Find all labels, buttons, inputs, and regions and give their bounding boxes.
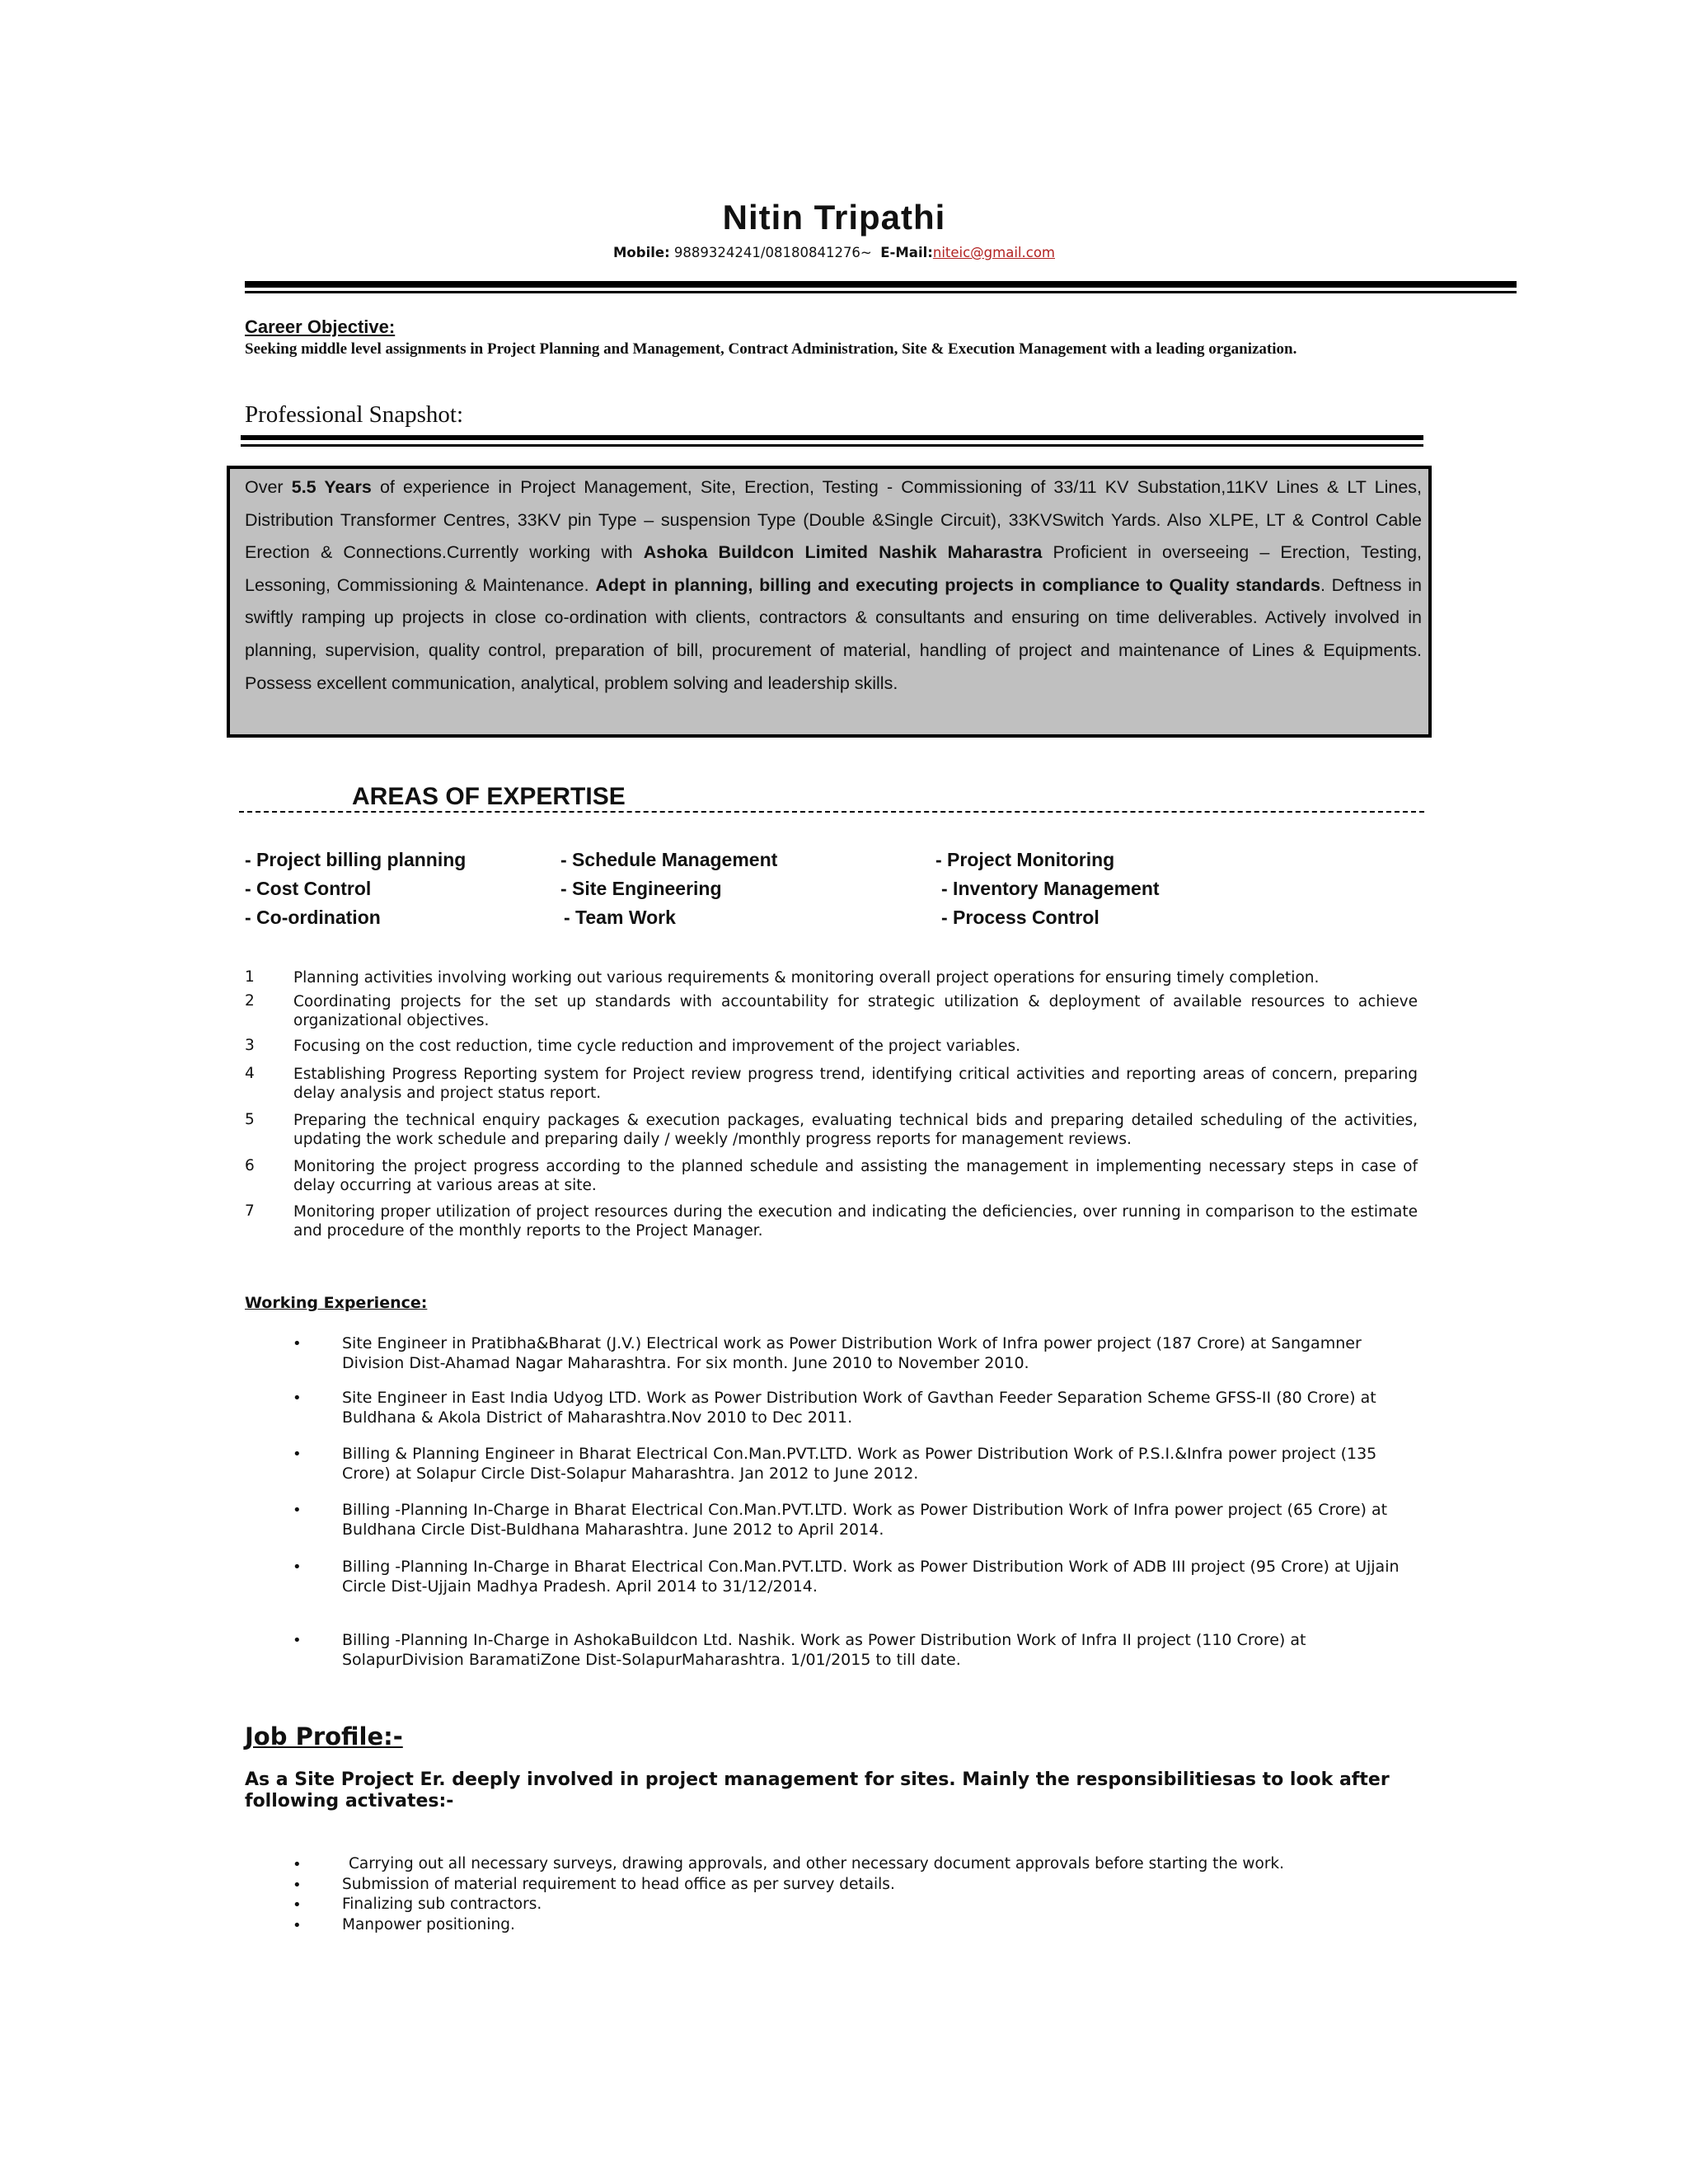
bullet-icon: •: [293, 1335, 302, 1352]
email-link[interactable]: niteic@gmail.com: [932, 245, 1055, 260]
career-objective-heading: Career Objective:: [245, 316, 396, 337]
job-profile-intro: As a Site Project Er. deeply involved in project management for sites. Mainly the responsibilitiesas to look after following activates:-: [245, 1769, 1390, 1811]
bullet-icon: •: [293, 1502, 302, 1519]
expertise-heading: AREAS OF EXPERTISE: [352, 783, 626, 810]
list-item: Coordinating projects for the set up standards with accountability for strategic utilization & deployment of available resources to achieve organizational objectives.: [293, 993, 1418, 1029]
job-profile-item: Manpower positioning.: [342, 1916, 515, 1933]
mobile-label: Mobile:: [613, 245, 670, 260]
list-number: 4: [245, 1065, 255, 1082]
experience-item: Site Engineer in Pratibha&Bharat (J.V.) Electrical work as Power Distribution Work of Infra power project (187 Crore) at Sangamner Division Dist-Ahamad Nagar Maharashtra. For six month. June 2010 to November 2010.: [342, 1334, 1362, 1372]
job-profile-heading: Job Profile:-: [245, 1722, 403, 1750]
contact-line: [0, 245, 1668, 260]
bullet-icon: •: [293, 1877, 302, 1894]
expertise-item: - Project billing planning: [245, 849, 467, 870]
snapshot-text: Over 5.5 Years of experience in Project Management, Site, Erection, Testing - Commissioning of 33/11 KV Substation,11KV Lines & LT Lines, Distribution Transformer Centres, 33KV pin Type – suspension Type (Double &Single Circuit), 33KVSwitch Yards. Also XLPE, LT & Control Cable Erection & Connections.Currently working with Ashoka Buildcon Limited Nashik Maharastra Proficient in overseeing – Erection, Testing, Lessoning, Commissioning & Maintenance. Adept in planning, billing and executing projects in compliance to Quality standards. Deftness in swiftly ramping up projects in close co-ordination with clients, contractors & consultants and ensuring on time deliverables. Actively involved in planning, supervision, quality control, preparation of bill, procurement of material, handling of project and maintenance of Lines & Equipments. Possess excellent communication, analytical, problem solving and leadership skills.: [245, 477, 1423, 693]
expertise-item: - Inventory Management: [941, 878, 1160, 899]
expertise-item: - Project Monitoring: [935, 849, 1115, 870]
expertise-item: - Team Work: [564, 907, 676, 928]
bullet-icon: •: [293, 1896, 302, 1914]
header-rule-thin: [245, 291, 1517, 293]
experience-item: Site Engineer in East India Udyog LTD. Work as Power Distribution Work of Gavthan Feeder Separation Scheme GFSS-II (80 Crore) at Buldhana & Akola District of Maharashtra.Nov 2010 to Dec 2011.: [342, 1389, 1376, 1427]
list-number: 3: [245, 1037, 255, 1054]
snapshot-heading: Professional Snapshot:: [245, 401, 464, 428]
career-objective-text: Seeking middle level assignments in Project Planning and Management, Contract Administration, Site & Execution Management with a leading organization.: [245, 340, 1297, 358]
header-rule-thick: [245, 281, 1517, 288]
experience-item: Billing -Planning In-Charge in Bharat Electrical Con.Man.PVT.LTD. Work as Power Distribution Work of ADB III project (95 Crore) at Ujjain Circle Dist-Ujjain Madhya Pradesh. April 2014 to 31/12/2014.: [342, 1558, 1400, 1596]
bullet-icon: •: [293, 1856, 302, 1873]
list-item: Planning activities involving working out various requirements & monitoring overall project operations for ensuring timely completion.: [293, 969, 1320, 987]
mobile-number: 9889324241/08180841276~: [673, 245, 872, 260]
snapshot-rule-thick: [241, 435, 1423, 440]
list-number: 5: [245, 1111, 255, 1128]
working-experience-heading: Working Experience:: [245, 1294, 428, 1312]
snapshot-rule-thin: [241, 444, 1423, 447]
job-profile-item: Submission of material requirement to head office as per survey details.: [342, 1876, 895, 1893]
list-item: Preparing the technical enquiry packages & execution packages, evaluating technical bids and preparing detailed scheduling of the activities, updating the work schedule and preparing daily / weekly /monthly progress reports for management reviews.: [293, 1112, 1418, 1148]
email-label: E-Mail:: [880, 245, 933, 260]
expertise-item: - Cost Control: [245, 878, 372, 899]
bullet-icon: •: [293, 1917, 302, 1934]
experience-item: Billing & Planning Engineer in Bharat Electrical Con.Man.PVT.LTD. Work as Power Distribution Work of P.S.I.&Infra power project (135 Crore) at Solapur Circle Dist-Solapur Maharashtra. Jan 2012 to June 2012.: [342, 1445, 1377, 1483]
list-number: 1: [245, 968, 255, 986]
list-item: Monitoring proper utilization of project resources during the execution and indicating the deficiencies, over running in comparison to the estimate and procedure of the monthly reports to the Project Manager.: [293, 1203, 1418, 1240]
bullet-icon: •: [293, 1632, 302, 1649]
list-number: 7: [245, 1202, 255, 1220]
job-profile-item: Carrying out all necessary surveys, drawing approvals, and other necessary document approvals before starting the work.: [349, 1855, 1285, 1872]
bullet-icon: •: [293, 1390, 302, 1407]
list-item: Establishing Progress Reporting system for Project review progress trend, identifying critical activities and reporting areas of concern, preparing delay analysis and project status report.: [293, 1066, 1418, 1102]
expertise-item: - Co-ordination: [245, 907, 381, 928]
candidate-name: Nitin Tripathi: [722, 198, 946, 237]
job-profile-item: Finalizing sub contractors.: [342, 1896, 542, 1913]
experience-item: Billing -Planning In-Charge in AshokaBuildcon Ltd. Nashik. Work as Power Distribution Work of Infra II project (110 Crore) at SolapurDivision BaramatiZone Dist-SolapurMaharashtra. 1/01/2015 to till date.: [342, 1631, 1306, 1669]
expertise-dashed-rule: [239, 811, 1424, 813]
list-item: Monitoring the project progress according to the planned schedule and assisting the management in implementing necessary steps in case of delay occurring at various areas at site.: [293, 1158, 1418, 1194]
expertise-item: - Schedule Management: [560, 849, 778, 870]
list-number: 2: [245, 992, 255, 1010]
expertise-item: - Process Control: [941, 907, 1100, 928]
experience-item: Billing -Planning In-Charge in Bharat Electrical Con.Man.PVT.LTD. Work as Power Distribution Work of Infra power project (65 Crore) at Buldhana Circle Dist-Buldhana Maharashtra. June 2012 to April 2014.: [342, 1501, 1388, 1539]
list-item: Focusing on the cost reduction, time cycle reduction and improvement of the project variables.: [293, 1038, 1020, 1055]
expertise-item: - Site Engineering: [560, 878, 722, 899]
list-number: 6: [245, 1157, 255, 1174]
bullet-icon: •: [293, 1558, 302, 1576]
bullet-icon: •: [293, 1446, 302, 1463]
